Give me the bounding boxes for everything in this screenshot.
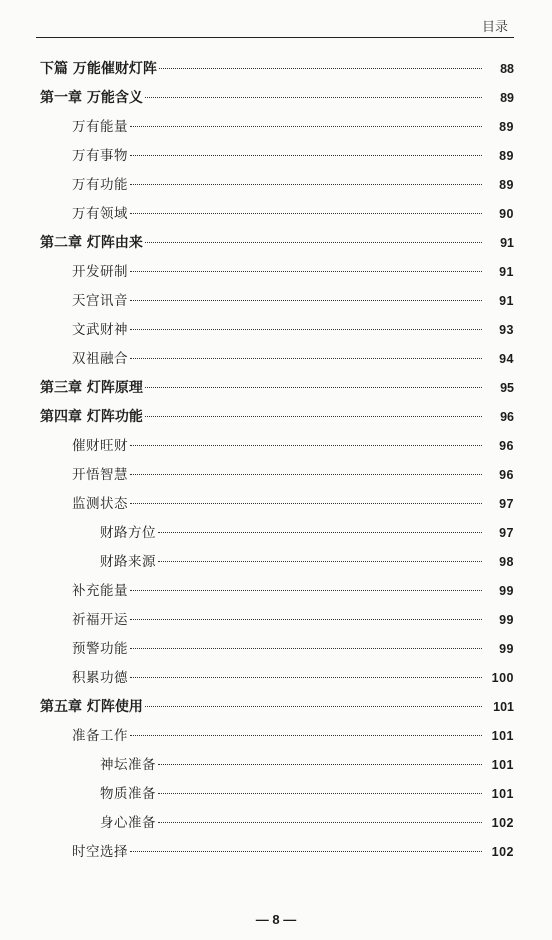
toc-entry-title: 双祖融合: [72, 351, 128, 367]
toc-entry-page-number: 96: [500, 410, 514, 424]
toc-entry-title: 补充能量: [72, 583, 128, 599]
toc-entry-page-number: 88: [500, 62, 514, 76]
toc-section-entry[interactable]: [0, 345, 552, 374]
toc-entry-page-number: 100: [491, 671, 514, 685]
dot-leader: [130, 851, 482, 852]
dot-leader: [130, 648, 482, 649]
toc-entry-page-number: 96: [499, 468, 514, 482]
toc-entry-title: 第五章 灯阵使用: [40, 699, 143, 715]
toc-entry-page-number: 101: [493, 700, 514, 714]
table-of-contents: [0, 55, 552, 867]
dot-leader: [130, 271, 482, 272]
toc-entry-page-number: 90: [499, 207, 514, 221]
dot-leader: [158, 793, 482, 794]
toc-entry-page-number: 91: [500, 236, 514, 250]
dot-leader: [130, 358, 482, 359]
dot-leader: [145, 242, 482, 243]
toc-entry-page-number: 101: [491, 758, 514, 772]
toc-entry-title: 催财旺财: [72, 438, 128, 454]
toc-entry-page-number: 99: [499, 613, 514, 627]
dot-leader: [145, 97, 482, 98]
toc-section-entry[interactable]: [0, 171, 552, 200]
dot-leader: [130, 184, 482, 185]
dot-leader: [145, 706, 482, 707]
toc-entry-title: 时空选择: [72, 844, 128, 860]
toc-section-entry[interactable]: [0, 432, 552, 461]
toc-entry-title: 物质准备: [100, 786, 156, 802]
toc-section-entry[interactable]: [0, 490, 552, 519]
toc-entry-page-number: 89: [499, 178, 514, 192]
toc-section-entry[interactable]: [0, 577, 552, 606]
dot-leader: [158, 561, 482, 562]
toc-entry-title: 万有功能: [72, 177, 128, 193]
dot-leader: [145, 416, 482, 417]
dot-leader: [130, 735, 482, 736]
toc-section-entry[interactable]: [0, 142, 552, 171]
dot-leader: [130, 677, 482, 678]
toc-section-entry[interactable]: [0, 258, 552, 287]
toc-entry-title: 开悟智慧: [72, 467, 128, 483]
toc-entry-title: 神坛准备: [100, 757, 156, 773]
dot-leader: [130, 126, 482, 127]
toc-chapter-entry[interactable]: [0, 55, 552, 84]
toc-entry-page-number: 101: [491, 729, 514, 743]
toc-entry-page-number: 93: [499, 323, 514, 337]
toc-section-entry[interactable]: [0, 316, 552, 345]
dot-leader: [130, 445, 482, 446]
dot-leader: [130, 329, 482, 330]
toc-entry-page-number: 89: [500, 91, 514, 105]
toc-section-entry[interactable]: [0, 780, 552, 809]
toc-section-entry[interactable]: [0, 113, 552, 142]
header-rule: [36, 37, 514, 38]
toc-section-entry[interactable]: [0, 519, 552, 548]
toc-entry-page-number: 102: [491, 845, 514, 859]
toc-section-entry[interactable]: [0, 606, 552, 635]
toc-entry-title: 第三章 灯阵原理: [40, 380, 143, 396]
toc-entry-page-number: 91: [499, 294, 514, 308]
toc-chapter-entry[interactable]: [0, 403, 552, 432]
toc-entry-title: 财路方位: [100, 525, 156, 541]
toc-entry-page-number: 95: [500, 381, 514, 395]
dot-leader: [130, 300, 482, 301]
toc-entry-page-number: 94: [499, 352, 514, 366]
toc-entry-title: 财路来源: [100, 554, 156, 570]
toc-entry-title: 祈福开运: [72, 612, 128, 628]
toc-section-entry[interactable]: [0, 461, 552, 490]
toc-section-entry[interactable]: [0, 809, 552, 838]
toc-entry-title: 下篇 万能催财灯阵: [40, 61, 157, 77]
toc-section-entry[interactable]: [0, 838, 552, 867]
toc-entry-title: 准备工作: [72, 728, 128, 744]
toc-entry-page-number: 97: [499, 526, 514, 540]
toc-entry-page-number: 99: [499, 642, 514, 656]
dot-leader: [130, 619, 482, 620]
toc-section-entry[interactable]: [0, 287, 552, 316]
dot-leader: [158, 764, 482, 765]
toc-entry-title: 万有能量: [72, 119, 128, 135]
toc-entry-title: 万有事物: [72, 148, 128, 164]
toc-entry-title: 第二章 灯阵由来: [40, 235, 143, 251]
toc-section-entry[interactable]: [0, 635, 552, 664]
toc-section-entry[interactable]: [0, 664, 552, 693]
toc-entry-page-number: 99: [499, 584, 514, 598]
toc-entry-page-number: 96: [499, 439, 514, 453]
toc-entry-page-number: 98: [499, 555, 514, 569]
toc-section-entry[interactable]: [0, 722, 552, 751]
toc-chapter-entry[interactable]: [0, 374, 552, 403]
dot-leader: [130, 474, 482, 475]
page-number: — 8 —: [255, 912, 297, 927]
toc-section-entry[interactable]: [0, 548, 552, 577]
dot-leader: [159, 68, 482, 69]
dot-leader: [130, 155, 482, 156]
toc-entry-title: 积累功德: [72, 670, 128, 686]
toc-entry-page-number: 101: [491, 787, 514, 801]
toc-entry-page-number: 102: [491, 816, 514, 830]
toc-entry-title: 预警功能: [72, 641, 128, 657]
toc-entry-title: 天宫讯音: [72, 293, 128, 309]
dot-leader: [130, 503, 482, 504]
dot-leader: [158, 532, 482, 533]
dot-leader: [158, 822, 482, 823]
dot-leader: [130, 213, 482, 214]
toc-entry-title: 身心准备: [100, 815, 156, 831]
toc-chapter-entry[interactable]: [0, 693, 552, 722]
toc-entry-page-number: 91: [499, 265, 514, 279]
dot-leader: [130, 590, 482, 591]
running-header: 目录: [481, 20, 508, 35]
dot-leader: [145, 387, 482, 388]
toc-entry-title: 监测状态: [72, 496, 128, 512]
toc-entry-title: 万有领域: [72, 206, 128, 222]
toc-chapter-entry[interactable]: [0, 229, 552, 258]
toc-entry-title: 开发研制: [72, 264, 128, 280]
toc-entry-title: 文武财神: [72, 322, 128, 338]
toc-section-entry[interactable]: [0, 200, 552, 229]
toc-section-entry[interactable]: [0, 751, 552, 780]
toc-entry-title: 第一章 万能含义: [40, 90, 143, 106]
toc-entry-page-number: 97: [499, 497, 514, 511]
toc-chapter-entry[interactable]: [0, 84, 552, 113]
toc-entry-page-number: 89: [499, 120, 514, 134]
toc-entry-page-number: 89: [499, 149, 514, 163]
toc-entry-title: 第四章 灯阵功能: [40, 409, 143, 425]
